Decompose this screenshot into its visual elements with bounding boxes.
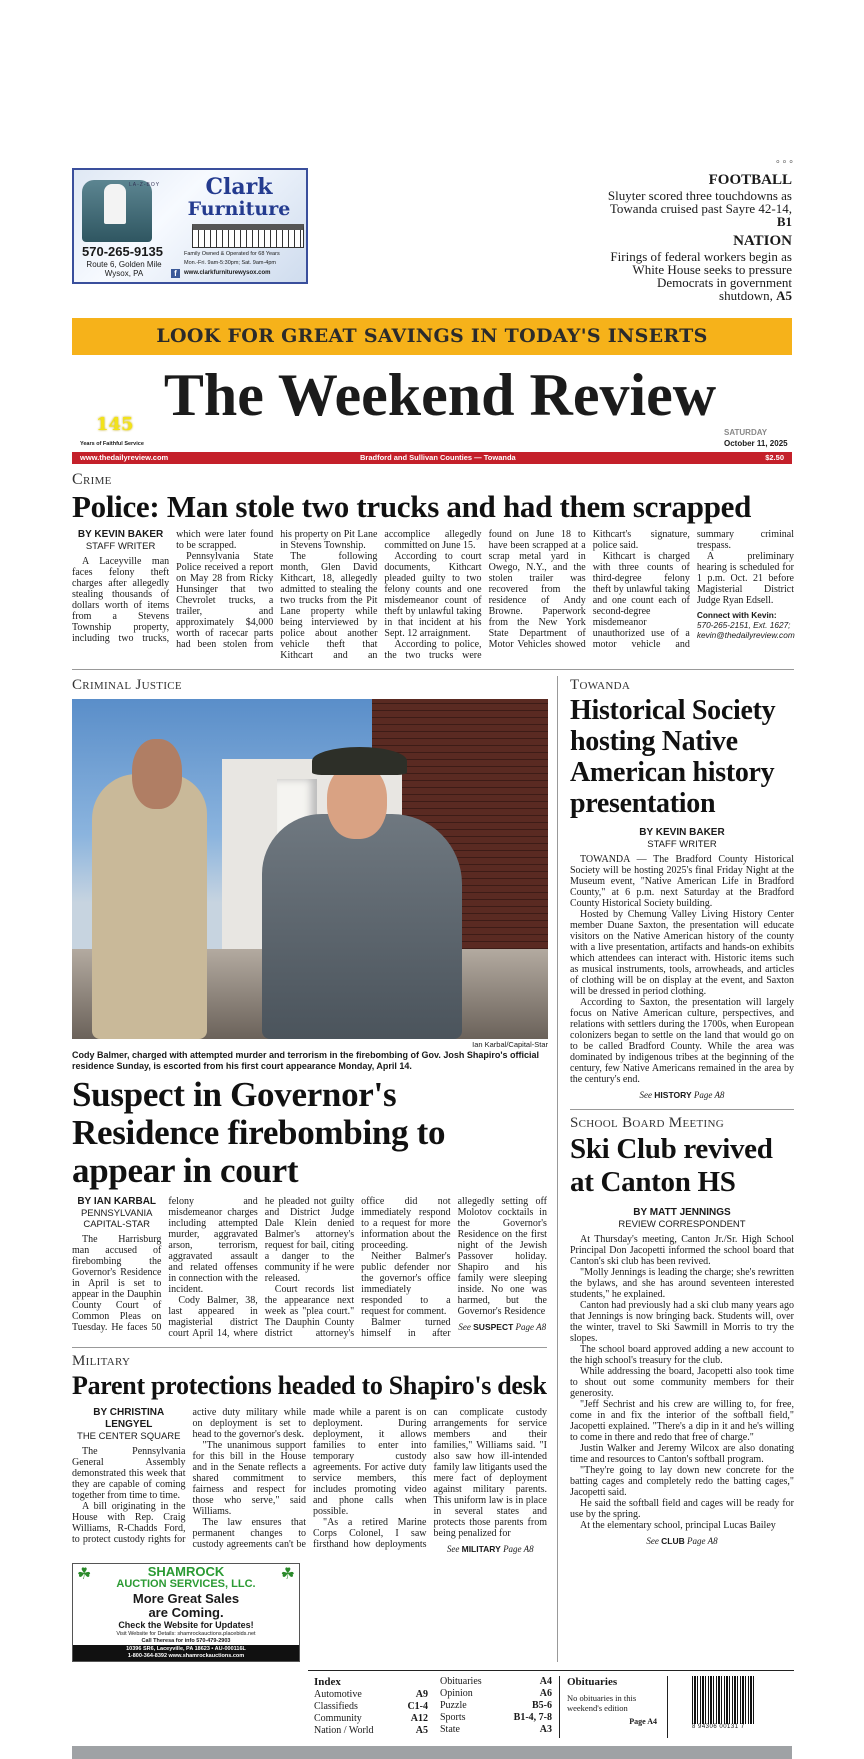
suspect-figure — [92, 774, 207, 1039]
crime-kicker: Crime — [72, 471, 112, 488]
divider — [72, 669, 794, 670]
region: Bradford and Sullivan Counties — Towanda — [360, 453, 516, 462]
address: Route 6, Golden Mile Wysox, PA — [86, 260, 162, 278]
index-item[interactable]: Community A12 — [314, 1713, 428, 1724]
index-item[interactable]: Puzzle B5-6 — [440, 1700, 552, 1711]
suspect-article: BY IAN KARBAL PENNSYLVANIA CAPITAL-STAR The Harrisburg man accused of firebombing the Governor's Residence in April is set to appear in the Dauphin County Court of Common Pleas on Tuesday. He faces 50 felony and misdemeanor charges including attempted murder, aggravated arson, terrorism, aggravated assault and related offenses in connection with the incident. Cody Balmer, 38, last appeared in magisterial district court April 14, where he pleaded not guilty and District Judge Dale Klein denied Balmer's attorney's request for bail, citing a danger to the community if he were released. Court records list the appearance next week as "plea court." The Dauphin County district attorney's office did not immediately respond to a request for more information about the proceeding. Neither Balmer's public defender nor the governor's office immediately responded to a request for comment. Balmer turned himself in after allegedly setting off Molotov cocktails in the Governor's Residence on the first night of the Jewish Passover holiday. Shapiro and his family were sleeping inside. No one was harmed, but the Governor's Residence See SUSPECT Page A8 — [72, 1196, 547, 1339]
shamrock-icon: ☘ — [77, 1566, 92, 1583]
man-figure — [104, 184, 126, 224]
suspect-jump[interactable]: See SUSPECT Page A8 — [458, 1322, 547, 1332]
index-item[interactable]: State A3 — [440, 1724, 552, 1735]
index-right — [440, 1676, 552, 1736]
barcode-number: 8 94306 00131 7 — [692, 1724, 745, 1730]
inserts-banner: LOOK FOR GREAT SAVINGS IN TODAY'S INSERTS — [72, 318, 792, 355]
phone: 570-265-9135 — [82, 244, 163, 259]
column-divider — [559, 1676, 560, 1738]
facebook-icon: f — [171, 269, 180, 278]
obituaries-box[interactable]: Obituaries No obituaries in this weekend's edition Page A4 — [567, 1676, 657, 1726]
index-item[interactable]: Obituaries A4 — [440, 1676, 552, 1687]
trooper-head — [327, 764, 387, 839]
barcode — [692, 1676, 756, 1724]
site-link[interactable]: www.thedailyreview.com — [80, 453, 169, 462]
military-headline[interactable]: Parent protections headed to Shapiro's desk — [72, 1371, 547, 1400]
history-headline[interactable]: Historical Society hosting Native American history presentation — [570, 695, 776, 819]
trooper-hat — [312, 747, 407, 775]
index-left: Index Automotive A9 Classifieds C1-4 Community A12 Nation / World A5 — [314, 1676, 428, 1736]
price: $2.50 — [765, 453, 784, 462]
crime-article: BY KEVIN BAKER STAFF WRITER A Laceyville man faces felony theft charges after allegedly stealing thousands of dollars worth of items from a Stevens Township property, including two trucks, which were later found to be scrapped. Pennsylvania State Police received a report on May 28 from Ricky Hunsinger that two Chevrolet trucks, a trailer, and approximately $4,000 worth of racecar parts had been stolen from his property on Pit Lane in Stevens Township. The following month, Glen David Kithcart, 18, allegedly admitted to stealing the two trucks from the Pit Lane property while being interviewed by police about another vehicle theft that Kithcart and an accomplice allegedly committed on June 15. According to court documents, Kithcart pleaded guilty to two felony counts and one misdemeanor count of theft by unlawful taking in that incident at his Sept. 12 arraignment. According to police, the two trucks were found on June 18 to have been scrapped at a scrap metal yard in Owego, N.Y., and the stolen trailer was recovered from the residence of Andy Browne. Paperwork from the New York State Department of Motor Vehicles showed Kithcart's signature, police said. Kithcart is charged with three counts of third-degree felony theft by unlawful taking and one count each of second-degree misdemeanor unauthorized use of a motor vehicle and summary criminal trespass. A preliminary hearing is scheduled for 1 p.m. Oct. 21 before Magisterial District Judge Ryan Edsell. Connect with Kevin: 570-265-2151, Ext. 1627; kevin@thedailyreview.com — [72, 529, 795, 661]
hours: Mon.-Fri. 9am-5:30pm; Sat. 9am-4pm — [184, 260, 277, 266]
ski-kicker: School Board Meeting — [570, 1115, 724, 1131]
clark-name: Clark Furniture — [187, 174, 291, 220]
shamrock-icon: ☘ — [280, 1566, 295, 1583]
divider — [72, 1347, 547, 1348]
suspect-photo[interactable] — [72, 699, 548, 1039]
edition-date: October 11, 2025 — [724, 439, 788, 448]
crime-headline[interactable]: Police: Man stole two trucks and had them scrapped — [72, 489, 752, 524]
suspect-kicker: Criminal Justice — [72, 677, 182, 693]
left-column — [72, 676, 558, 1662]
military-jump[interactable]: See MILITARY Page A8 — [446, 1544, 534, 1554]
index-item[interactable]: Classifieds C1-4 — [314, 1701, 428, 1712]
tagline: Family Owned & Operated for 68 Years — [184, 251, 280, 257]
footer-bar — [72, 1746, 792, 1759]
website[interactable]: www.clarkfurniturewysox.com — [184, 270, 271, 276]
index-item[interactable]: Opinion A6 — [440, 1688, 552, 1699]
trooper-figure — [262, 814, 462, 1039]
suspect-headline[interactable]: Suspect in Governor's Residence firebombing to appear in court — [72, 1075, 446, 1190]
ski-headline[interactable]: Ski Club revived at Canton HS — [570, 1133, 773, 1198]
teaser-football[interactable]: FOOTBALL Sluyter scored three touchdowns as Towanda cruised past Sayre 42-14, B1 — [607, 172, 792, 229]
right-column — [558, 676, 794, 1547]
info-bar — [72, 452, 792, 464]
index-item[interactable]: Sports B1-4, 7-8 — [440, 1712, 552, 1723]
shamrock-ad[interactable]: ☘ ☘ SHAMROCK AUCTION SERVICES, LLC. More Great Sales are Coming. Check the Website for Updates! Visit Website for Details: shamrockauctions.placebids.net Call Theresa for info 570-479-2903 10396 SR6, Laceyville, PA 18623 • AU-000116L 1-800-364-8392 www.shamrockauctions.com — [72, 1563, 300, 1662]
military-kicker: Military — [72, 1353, 131, 1369]
edition-day: SATURDAY — [724, 428, 768, 437]
main-content — [72, 470, 794, 1759]
suspect-head — [132, 739, 182, 809]
divider — [570, 1109, 794, 1110]
history-kicker: Towanda — [570, 677, 631, 693]
military-article: BY CHRISTINA LENGYEL THE CENTER SQUARE The Pennsylvania General Assembly demonstrated this week that they are capable of coming together from time to time. A bill originating in the House with Rep. Craig Williams, R-Chadds Ford, to protect custody rights for active duty military while on deployment is set to head to the governor's desk. "The unanimous support for this bill in the House and in the Senate reflects a shared commitment to fairness and respect for those who serve," said Williams. The law ensures that permanent changes to custody agreements can't be made while a parent is on deployment. During deployment, it allows families to enter into temporary custody agreements. For active duty service members, this includes promoting video and phone calls when possible. "As a retired Marine Corps Colonel, I saw firsthand how deployments can complicate custody arrangements for service members and their families," Williams said. "I also saw how ill-intended family law litigants used the mere fact of deployment against military parents. This uniform law is in place in several states and protects those parents from being penalized for See MILITARY Page A8 — [72, 1407, 547, 1554]
teaser-nation[interactable]: NATION Firings of federal workers begin as White House seeks to pressure Democrats in government shutdown, A5 — [610, 233, 792, 303]
masthead-title: The Weekend Review — [163, 362, 717, 428]
lazboy-logo: LA-Z-BOY — [129, 182, 161, 188]
ski-jump[interactable]: See CLUB Page A8 — [646, 1536, 718, 1546]
dots-icon: ∘∘∘ — [775, 156, 795, 166]
history-article: BY KEVIN BAKER STAFF WRITER TOWANDA — The Bradford County Historical Society will be hosting 2025's final Friday Night at the Museum event, "Native American Life in Bradford County," at 6 p.m. next Saturday at the Bradford County Historical Society building. Hosted by Chemung Valley Living History Center member Duane Saxton, the presentation will educate visitors on the Native American history of the county with a live presentation, artifacts and hands-on exhibits which attendees can interact with. Historic items such as musical instruments, tools, arrowheads, and articles of clothing will be on display at the event, and Saxton will be dressed in period clothing. According to Saxton, the presentation will largely focus on Native American culture, perspectives, and relations with settlers during the 1700s, when European colonizers began to settle on the land that would go on to be called Bradford County. While the area was dominated by indigenous tribes at the beginning of the century, few Native Americans remained in the area by the century's end. See HISTORY Page A8 — [570, 827, 794, 1100]
store-drawing — [192, 224, 304, 248]
photo-credit: Ian Karbal/Capital-Star — [472, 1040, 548, 1049]
lower-grid — [72, 676, 794, 1662]
ski-article: BY MATT JENNINGS REVIEW CORRESPONDENT At Thursday's meeting, Canton Jr./Sr. High School Principal Don Jacopetti informed the school board that Canton's ski club has been revived. "Molly Jennings is leading the charge; she's rewritten the bylaws, and she has around seventeen interested students," he explained. Canton had previously had a ski club many years ago that Jennings is now bringing back. Students will, over the winter, travel to Ski Sawmill in Morris to try the slopes. The school board approved adding a new account to the high school's treasury for the club. While addressing the board, Jacopetti also took time to shout out some community members for their generosity. "Jeff Sechrist and his crew are willing to, for free, come in and fix the interior of the softball field," Jacopetti explained. "There's a dip in it and he's willing to come in there and redo that free of charge." Justin Walker and Jeremy Wilcox are also donating time and resources to Canton's softball program. "They're going to lay down new concrete for the batting cages and completely redo the batting cages," Jacopetti said. He said the softball field and cages will be ready for use by the spring. At the elementary school, principal Lucas Bailey See CLUB Page A8 — [570, 1207, 794, 1546]
barcode-block — [692, 1676, 756, 1730]
anniversary-label: Years of Faithful Service — [80, 441, 144, 447]
anniversary-number: 145 — [96, 414, 134, 435]
index-item[interactable]: Automotive A9 — [314, 1689, 428, 1700]
column-divider — [667, 1676, 668, 1738]
clark-furniture-ad[interactable] — [72, 168, 308, 284]
photo-caption: Cody Balmer, charged with attempted murder and terrorism in the firebombing of Gov. Josh Shapiro's official residence Sunday, is escorted from his first court appearance Monday, April 14. — [72, 1050, 540, 1071]
history-jump[interactable]: See HISTORY Page A8 — [639, 1090, 725, 1100]
index-item[interactable]: Nation / World A5 — [314, 1725, 428, 1736]
